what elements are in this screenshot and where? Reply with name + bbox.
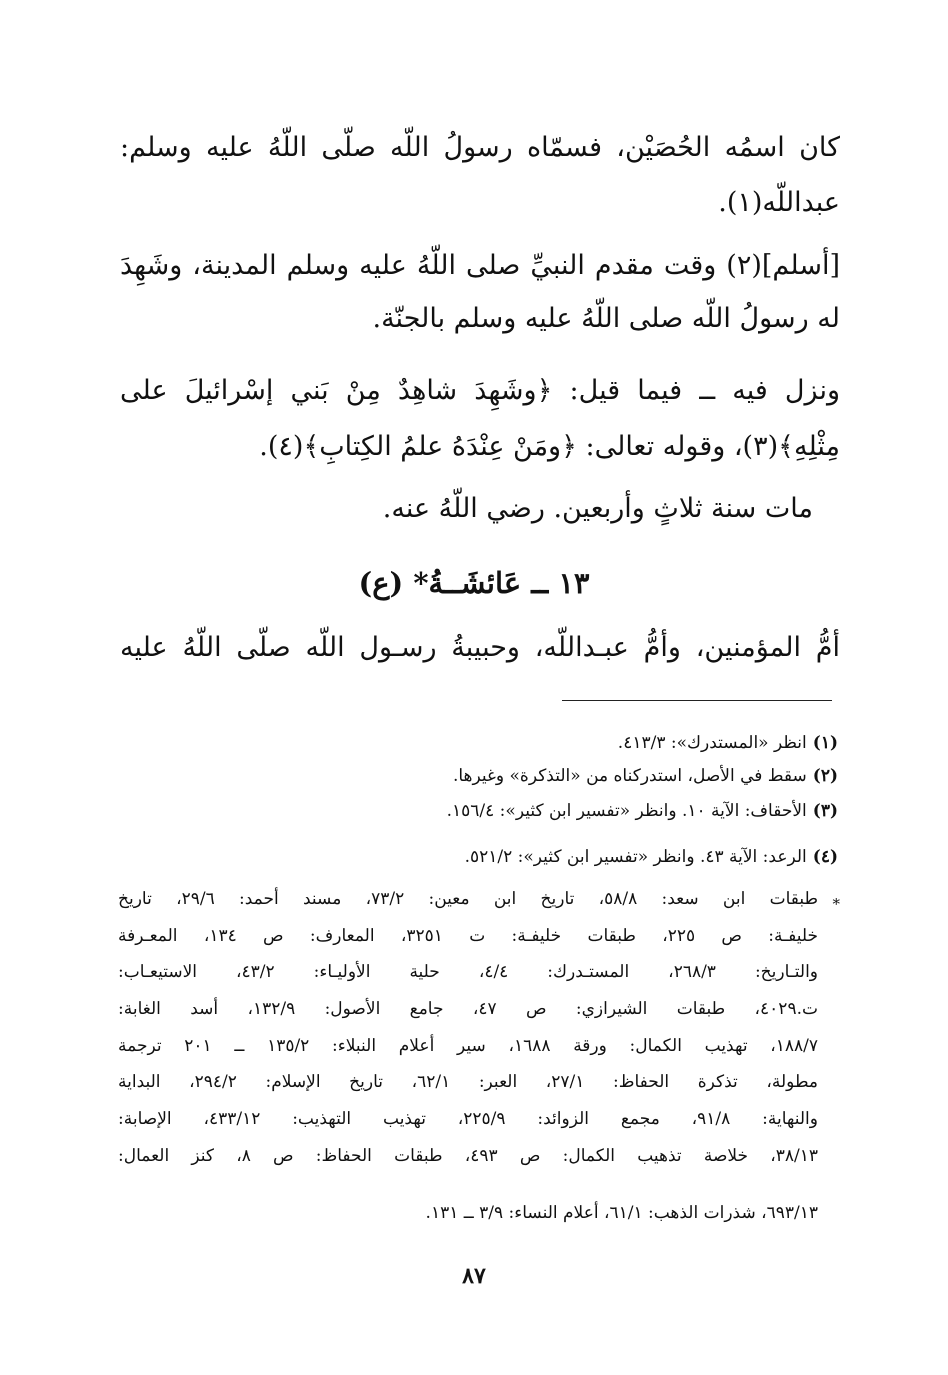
footnote-number: (٣) [812, 801, 838, 821]
footnote [118, 842, 838, 872]
footnote [118, 761, 838, 791]
footnote [118, 796, 838, 826]
sources-line: مطولة، تذكرة الحفاظ: ٢٧/١، العبر: ٦٢/١، تاريخ الإسلام: ٢٩٤/٢، البداية [118, 1072, 818, 1092]
footnote-separator [562, 700, 832, 701]
text-line: كان اسمُه الحُصَيْن، فسمّاه رسولُ اللّه صلّى اللّهُ عليه وسلم: [120, 132, 840, 163]
footnote-number: (٢) [812, 766, 838, 786]
page-number: ٨٧ [462, 1263, 486, 1289]
sources-line: خليفـة: ص ٢٢٥، طبقات خليفـة: ت ٣٢٥١، المعارف: ص ١٣٤، المعـرفة [118, 926, 818, 946]
footnote-text: الرعد: الآية ٤٣. وانظر «تفسير ابن كثير»: ٥٢١/٢. [464, 847, 807, 867]
text-line: مات سنة ثلاثٍ وأربعين. رضي اللّهُ عنه. [382, 493, 813, 524]
sources-line: ت.٤٠٢٩، طبقات الشيرازي: ص ٤٧، جامع الأصول: ١٣٢/٩، أسد الغابة: [118, 999, 818, 1019]
footnote-number: (١) [812, 733, 838, 753]
text-line: مِثْلِهِ﴾(٣)، وقوله تعالى: ﴿ومَنْ عِنْدَهُ علمُ الكِتابِ﴾(٤). [259, 431, 840, 462]
sources-line: ٣٨/١٣، خلاصة تذهيب الكمال: ص ٤٩٣، طبقات الحفاظ: ص ٨، كنز العمال: [118, 1146, 818, 1166]
text-line: عبداللّه(١). [718, 187, 840, 218]
footnote-number: (٤) [812, 847, 838, 867]
sources-line: والنهاية: ٩١/٨، مجمع الزوائد: ٢٢٥/٩، تهذيب التهذيب: ٤٣٣/١٢، الإصابة: [118, 1109, 818, 1129]
sources-marker: * [832, 895, 840, 913]
section-heading: ١٣ ــ عَائشَــةُ* (ع) [358, 566, 590, 600]
text-line: له رسولُ اللّه صلى اللّهُ عليه وسلم بالجنّة. [372, 303, 840, 334]
sources-line: طبقات ابن سعد: ٥٨/٨، تاريخ ابن معين: ٧٣/٢، مسند أحمد: ٢٩/٦، تاريخ [118, 889, 818, 909]
footnote-text: انظر «المستدرك»: ٤١٣/٣. [617, 733, 807, 753]
sources-line: والتـاريخ: ٢٦٨/٣، المستـدرك: ٤/٤، حلية الأوليـاء: ٤٣/٢، الاستيعـاب: [118, 962, 818, 982]
text-line: ونزل فيه ــ فيما قيل: ﴿وشَهِدَ شاهِدٌ مِنْ بَني إسْرائيلَ على [120, 375, 840, 406]
text-line: [أسلم](٢) وقت مقدم النبيِّ صلى اللّهُ عليه وسلم المدينة، وشَهِدَ [120, 250, 840, 281]
footnote-text: سقط في الأصل، استدركناه من «التذكرة» وغيرها. [452, 766, 807, 786]
footnote [118, 728, 838, 758]
entry-first-line: أمُّ المؤمنين، وأمُّ عبـداللّه، وحبيبةُ رسـول اللّه صلّى اللّهُ عليه [120, 632, 840, 663]
sources-line: ١٨٨/٧، تهذيب الكمال: ورقة ١٦٨٨، سير أعلام النبلاء: ١٣٥/٢ ــ ٢٠١ ترجمة [118, 1036, 818, 1056]
sources-line: ٦٩٣/١٣، شذرات الذهب: ٦١/١، أعلام النساء: ٣/٩ ــ ١٣١. [425, 1203, 818, 1223]
footnote-text: الأحقاف: الآية ١٠. وانظر «تفسير ابن كثير»: ١٥٦/٤. [446, 801, 807, 821]
